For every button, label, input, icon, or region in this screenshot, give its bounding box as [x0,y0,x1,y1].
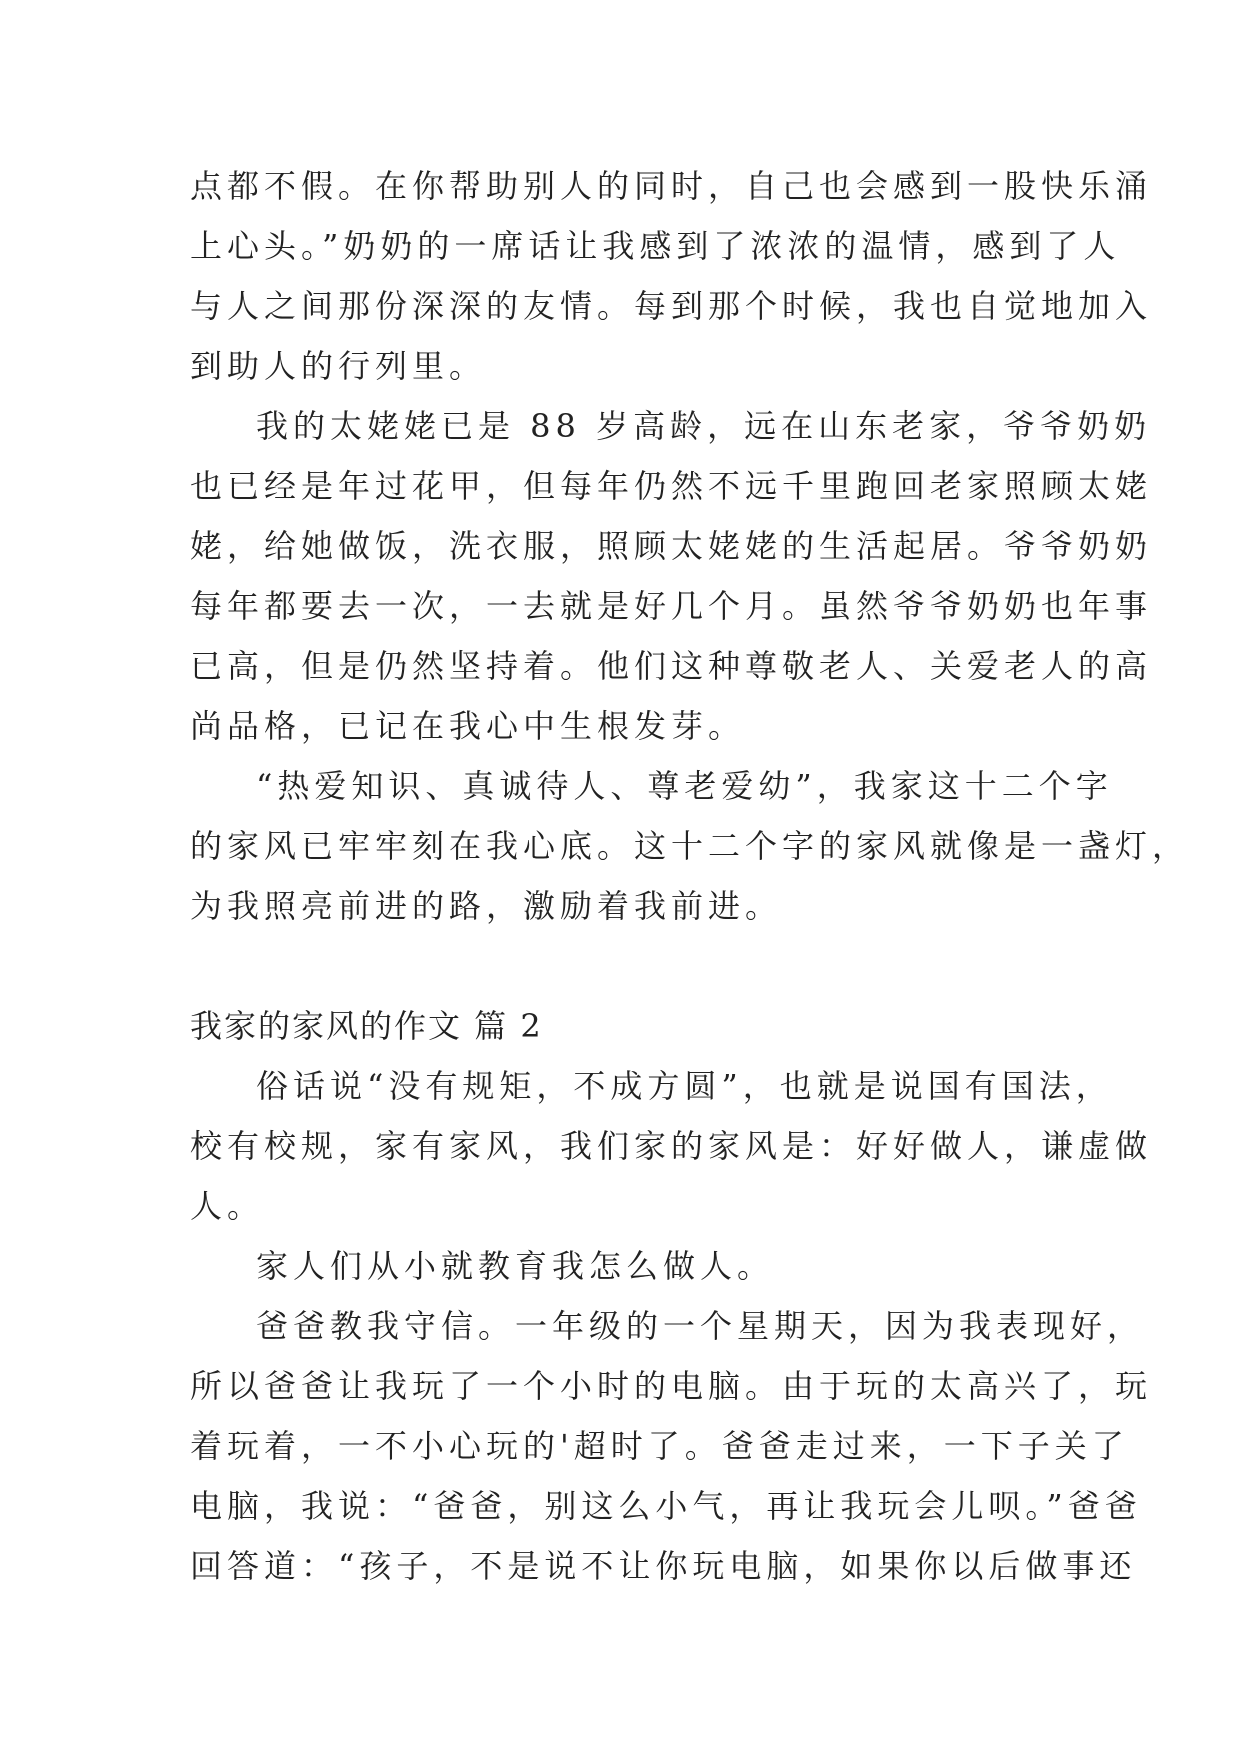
paragraph [190,1296,1153,1596]
section-gap [190,936,1070,996]
text-line: 也已经是年过花甲，但每年仍然不远千里跑回老家照顾太姥 [190,467,1153,505]
text-line: 尚品格，已记在我心中生根发芽。 [190,707,746,745]
text-line: 所以爸爸让我玩了一个小时的电脑。由于玩的太高兴了，玩 [190,1367,1153,1405]
text-line: 家人们从小就教育我怎么做人。 [256,1247,775,1285]
text-line: 为我照亮前进的路，激励着我前进。 [190,887,783,925]
document-body [190,156,1190,1596]
paragraph [190,396,1153,756]
text-line: 与人之间那份深深的友情。每到那个时候，我也自觉地加入 [190,287,1153,325]
text-line: 着玩着，一不小心玩的'超时了。爸爸走过来，一下子关了 [190,1427,1129,1465]
text-line: 上心头。”奶奶的一席话让我感到了浓浓的温情，感到了人 [190,227,1121,265]
text-line: 回答道：“孩子，不是说不让你玩电脑，如果你以后做事还 [190,1547,1137,1585]
text-line: 电脑，我说：“爸爸，别这么小气，再让我玩会儿呗。”爸爸 [190,1487,1142,1525]
text-line: 校有校规，家有家风，我们家的家风是：好好做人，谦虚做 [190,1127,1153,1165]
text-line: 已高，但是仍然坚持着。他们这种尊敬老人、关爱老人的高 [190,647,1153,685]
text-line: 我的太姥姥已是 88 岁高龄，远在山东老家，爷爷奶奶 [256,407,1152,445]
text-line: 的家风已牢牢刻在我心底。这十二个字的家风就像是一盏灯， [190,827,1190,865]
text-line: 点都不假。在你帮助别人的同时，自己也会感到一股快乐涌 [190,167,1153,205]
text-line: 人。 [190,1187,265,1225]
text-line: 每年都要去一次，一去就是好几个月。虽然爷爷奶奶也年事 [190,587,1153,625]
text-line: 俗话说“没有规矩，不成方圆”，也就是说国有国法， [256,1067,1113,1105]
paragraph-continued [190,156,1153,396]
paragraph [190,1056,1153,1236]
paragraph [190,756,1190,936]
text-line: 爸爸教我守信。一年级的一个星期天，因为我表现好， [256,1307,1145,1345]
text-line: 姥，给她做饭，洗衣服，照顾太姥姥的生活起居。爷爷奶奶 [190,527,1153,565]
text-line: “热爱知识、真诚待人、尊老爱幼”，我家这十二个字 [256,767,1113,805]
paragraph [190,1236,1070,1296]
section-heading: 我家的家风的作文 篇 2 [190,1007,543,1045]
text-line: 到助人的行列里。 [190,347,487,385]
